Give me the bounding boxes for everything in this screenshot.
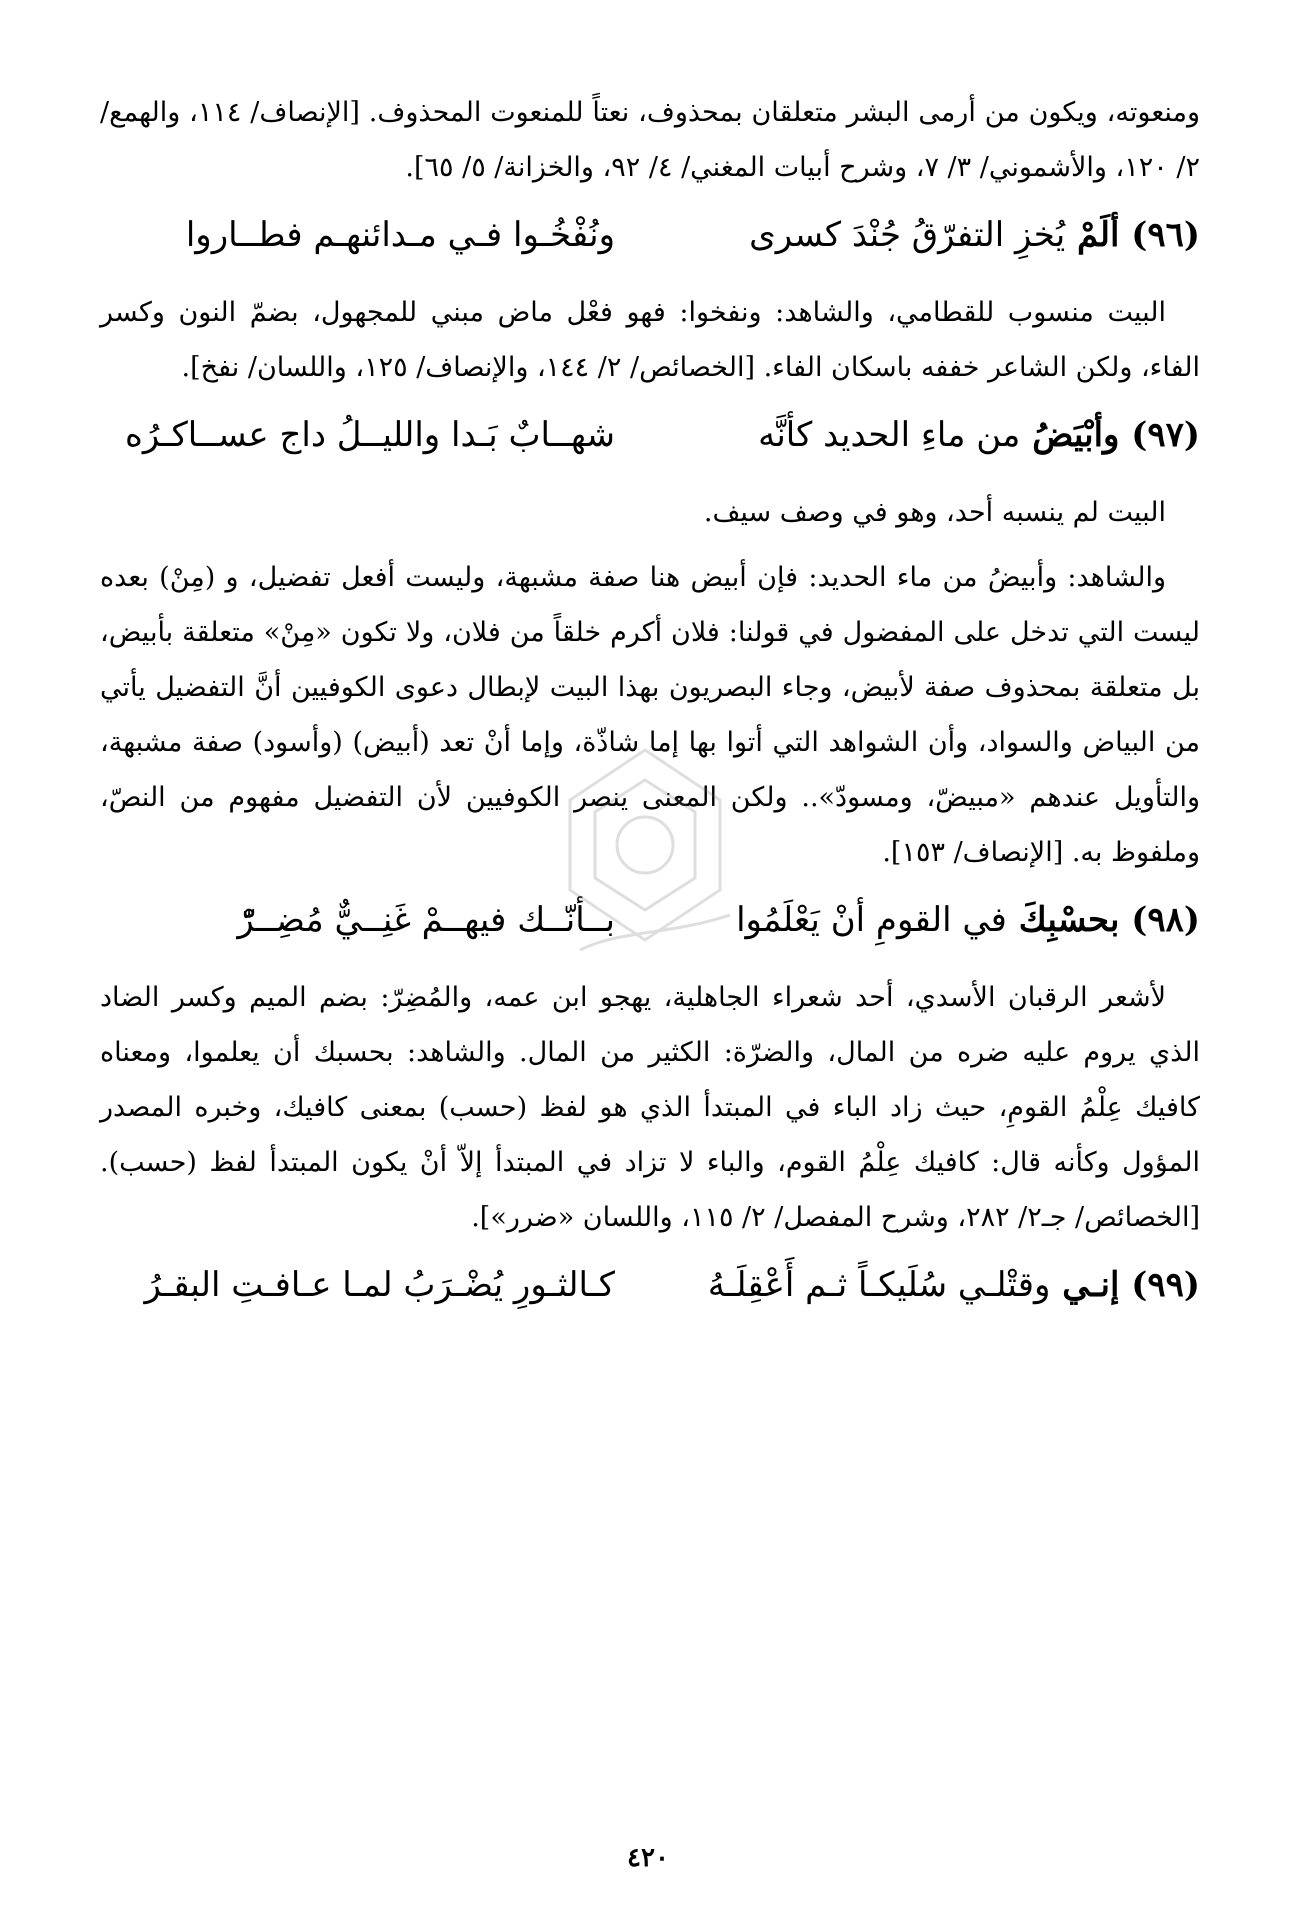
- verse-96: [100, 205, 1200, 265]
- verse-98-lead: بحسْبِكَ: [1018, 900, 1120, 940]
- verse-96-first-rest: يُخزِ التفرّقُ جُنْدَ كسرى: [749, 215, 1066, 255]
- verse-97-first-rest: من ماءِ الحديد كأنَّه: [758, 415, 1021, 455]
- verse-98-number: (٩٨): [1131, 900, 1200, 940]
- page-number: ٤٢٠: [627, 1843, 669, 1873]
- verse-98-first-hemistich: [655, 890, 1200, 950]
- verse-96-first-hemistich: [655, 205, 1200, 265]
- verse-96-lead: ألَمْ: [1077, 215, 1120, 255]
- verse-98-first-rest: في القومِ أنْ يَعْلَمُوا: [736, 900, 1007, 940]
- commentary-96: البيت منسوب للقطامي، والشاهد: ونفخوا: فهو فعْل ماض مبني للمجهول، بضمّ النون وكسر الفاء، ولكن الشاعر خففه باسكان الفاء. [الخصائص/ ٢/ ١٤٤، والإنصاف/ ١٢٥، واللسان/ نفخ].: [100, 297, 1200, 383]
- verse-96-number: (٩٦): [1131, 215, 1200, 255]
- paragraph-continuation: ومنعوته، ويكون من أرمى البشر متعلقان بمحذوف، نعتاً للمنعوت المحذوف. [الإنصاف/ ١١٤، والهمع/ ٢/ ١٢٠، والأشموني/ ٣/ ٧، وشرح أبيات المغني/ ٤/ ٩٢، والخزانة/ ٥/ ٦٥].: [100, 97, 1201, 183]
- verse-99-lead: إنـي: [1062, 1265, 1120, 1305]
- verse-97: [100, 405, 1200, 465]
- verse-97-first-hemistich: [655, 405, 1200, 465]
- verse-99-first-hemistich: [655, 1255, 1200, 1315]
- verse-97-lead: وأبْيَضُ: [1032, 415, 1120, 455]
- commentary-98: لأشعر الرقبان الأسدي، أحد شعراء الجاهلية، يهجو ابن عمه، والمُضِرّ: بضم الميم وكسر الضاد الذي يروم عليه ضره من المال، والضرّة: الكثير من المال. والشاهد: بحسبك أن يعلموا، ومعناه كافيك عِلْمُ القومِ، حيث زاد الباء في المبتدأ الذي هو لفظ (حسب) بمعنى كافيك، وخبره المصدر المؤول وكأنه قال: كافيك عِلْمُ القوم، والباء لا تزاد في المبتدأ إلاّ أنْ يكون المبتدأ لفظ (حسب). [الخصائص/ جـ٢/ ٢٨٢، وشرح المفصل/ ٢/ ١١٥، واللسان «ضرر»].: [100, 982, 1200, 1233]
- page-body: [100, 85, 1200, 1335]
- verse-99-first-rest: وقتْلـي سُلَيكـاً ثـم أَعْقِلَـهُ: [707, 1265, 1051, 1305]
- commentary-97: والشاهد: وأبيضُ من ماء الحديد: فإن أبيض هنا صفة مشبهة، وليست أفعل تفضيل، و (مِنْ) بعده ليست التي تدخل على المفضول في قولنا: فلان أكرم خلقاً من فلان، ولا تكون «مِنْ» متعلقة بأبيض، بل متعلقة بمحذوف صفة لأبيض، وجاء البصريون بهذا البيت لإبطال دعوى الكوفيين أنَّ التفضيل يأتي من البياض والسواد، وأن الشواهد التي أتوا بها إما شاذّة، وإما أنْ تعد (أبيض) (وأسود) صفة مشبهة، والتأويل عندهم «مبيضّ، ومسودّ».. ولكن المعنى ينصر الكوفيين لأن التفضيل مفهوم من النصّ، وملفوظ به. [الإنصاف/ ١٥٣].: [100, 562, 1200, 868]
- verse-99-number: (٩٩): [1131, 1265, 1200, 1305]
- verse-98: [100, 890, 1200, 950]
- verse-97-number: (٩٧): [1131, 415, 1200, 455]
- verse-97-second-hemistich: شهــابٌ بَـدا والليــلُ داج عســاكـرُه: [125, 415, 615, 455]
- verse-99-second-hemistich: كـالثـورِ يُضْـرَبُ لمـا عـافـتِ البقـرُ: [144, 1265, 615, 1305]
- verse-96-second-hemistich: ونُفْخُـوا فـي مـدائنهـم فطــاروا: [185, 215, 615, 255]
- commentary-97-attribution: البيت لم ينسبه أحد، وهو في وصف سيف.: [703, 497, 1166, 528]
- verse-98-second-hemistich: بــأنّــك فيهــمْ غَنِــيٌّ مُضِــرّْ: [237, 900, 615, 940]
- verse-99: [100, 1255, 1200, 1315]
